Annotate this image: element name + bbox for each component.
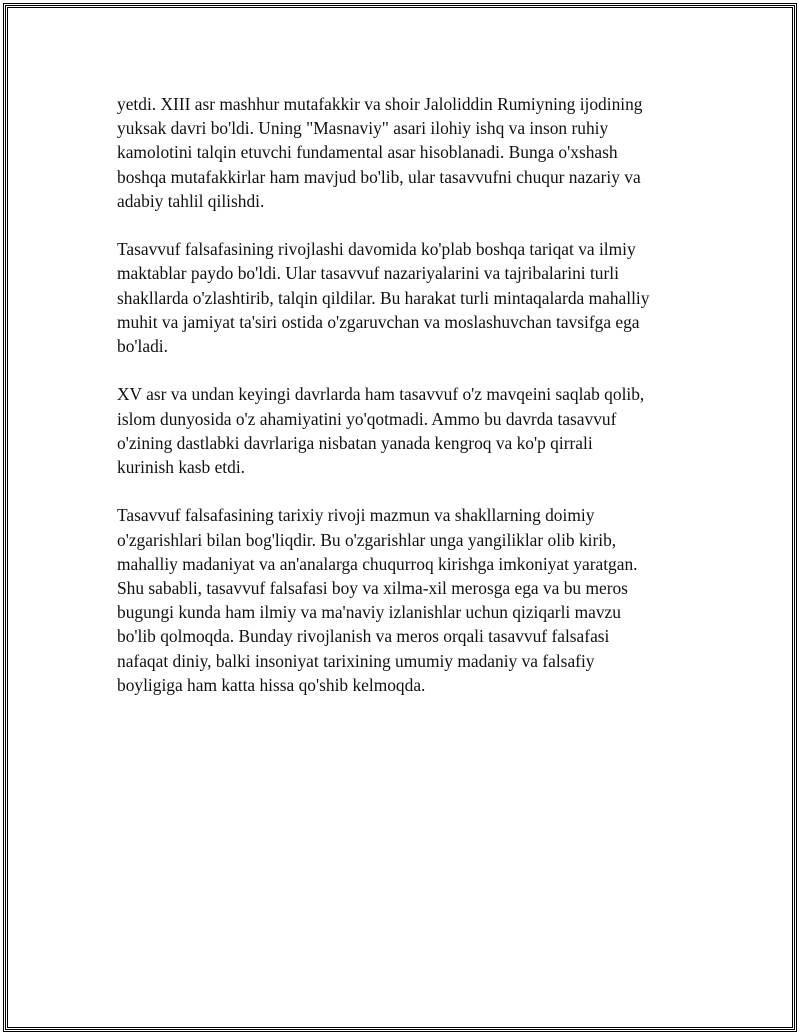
paragraph-2 — [117, 237, 697, 358]
text-line: islom dunyosida o'z ahamiyatini yo'qotmadi. Ammo bu davrda tasavvuf — [117, 408, 617, 429]
text-line: yetdi. XIII asr mashhur mutafakkir va shoir Jaloliddin Rumiyning ijodining — [117, 94, 643, 114]
text-line: Shu sababli, tasavvuf falsafasi boy va xilma-xil merosga ega va bu meros — [117, 578, 628, 599]
text-line: o'zining dastlabki davrlariga nisbatan yanada kengroq va ko'p qirrali — [117, 432, 593, 453]
text-line: Tasavvuf falsafasining tarixiy rivoji mazmun va shakllarning doimiy — [117, 505, 595, 526]
text-line: mahalliy madaniyat va an'analarga chuqurroq kirishga imkoniyat yaratgan. — [117, 553, 638, 574]
text-line: bugungi kunda ham ilmiy va ma'naviy izlanishlar uchun qiziqarli mavzu — [117, 602, 621, 623]
paragraph-3 — [117, 382, 697, 479]
text-line: Tasavvuf falsafasining rivojlashi davomida ko'plab boshqa tariqat va ilmiy — [117, 239, 636, 260]
text-line: adabiy tahlil qilishdi. — [117, 190, 265, 211]
text-line: yuksak davri bo'ldi. Uning "Masnaviy" asari ilohiy ishq va inson ruhiy — [117, 118, 609, 139]
text-line: kamolotini talqin etuvchi fundamental asar hisoblanadi. Bunga o'xshash — [117, 142, 618, 163]
text-line: nafaqat diniy, balki insoniyat tarixining umumiy madaniy va falsafiy — [117, 650, 595, 671]
text-line: boyligiga ham katta hissa qo'shib kelmoqda. — [117, 674, 426, 695]
text-line: kurinish kasb etdi. — [117, 457, 246, 478]
text-line: shakllarda o'zlashtirib, talqin qildilar. Bu harakat turli mintaqalarda mahalliy — [117, 287, 650, 308]
text-line: maktablar paydo bo'ldi. Ular tasavvuf nazariyalarini va tajribalarini turli — [117, 263, 619, 284]
text-line: XV asr va undan keyingi davrlarda ham tasavvuf o'z mavqeini saqlab qolib, — [117, 384, 645, 405]
paragraph-1 — [117, 92, 697, 213]
text-line: o'zgarishlari bilan bog'liqdir. Bu o'zgarishlar unga yangiliklar olib kirib, — [117, 529, 617, 550]
text-line: muhit va jamiyat ta'siri ostida o'zgaruvchan va moslashuvchan tavsifga ega — [117, 311, 640, 332]
text-line: boshqa mutafakkirlar ham mavjud bo'lib, ular tasavvufni chuqur nazariy va — [117, 166, 641, 187]
paragraph-4 — [117, 503, 697, 697]
text-line: bo'lib qolmoqda. Bunday rivojlanish va meros orqali tasavvuf falsafasi — [117, 626, 610, 647]
text-line: bo'ladi. — [117, 336, 168, 357]
document-body — [117, 92, 697, 721]
